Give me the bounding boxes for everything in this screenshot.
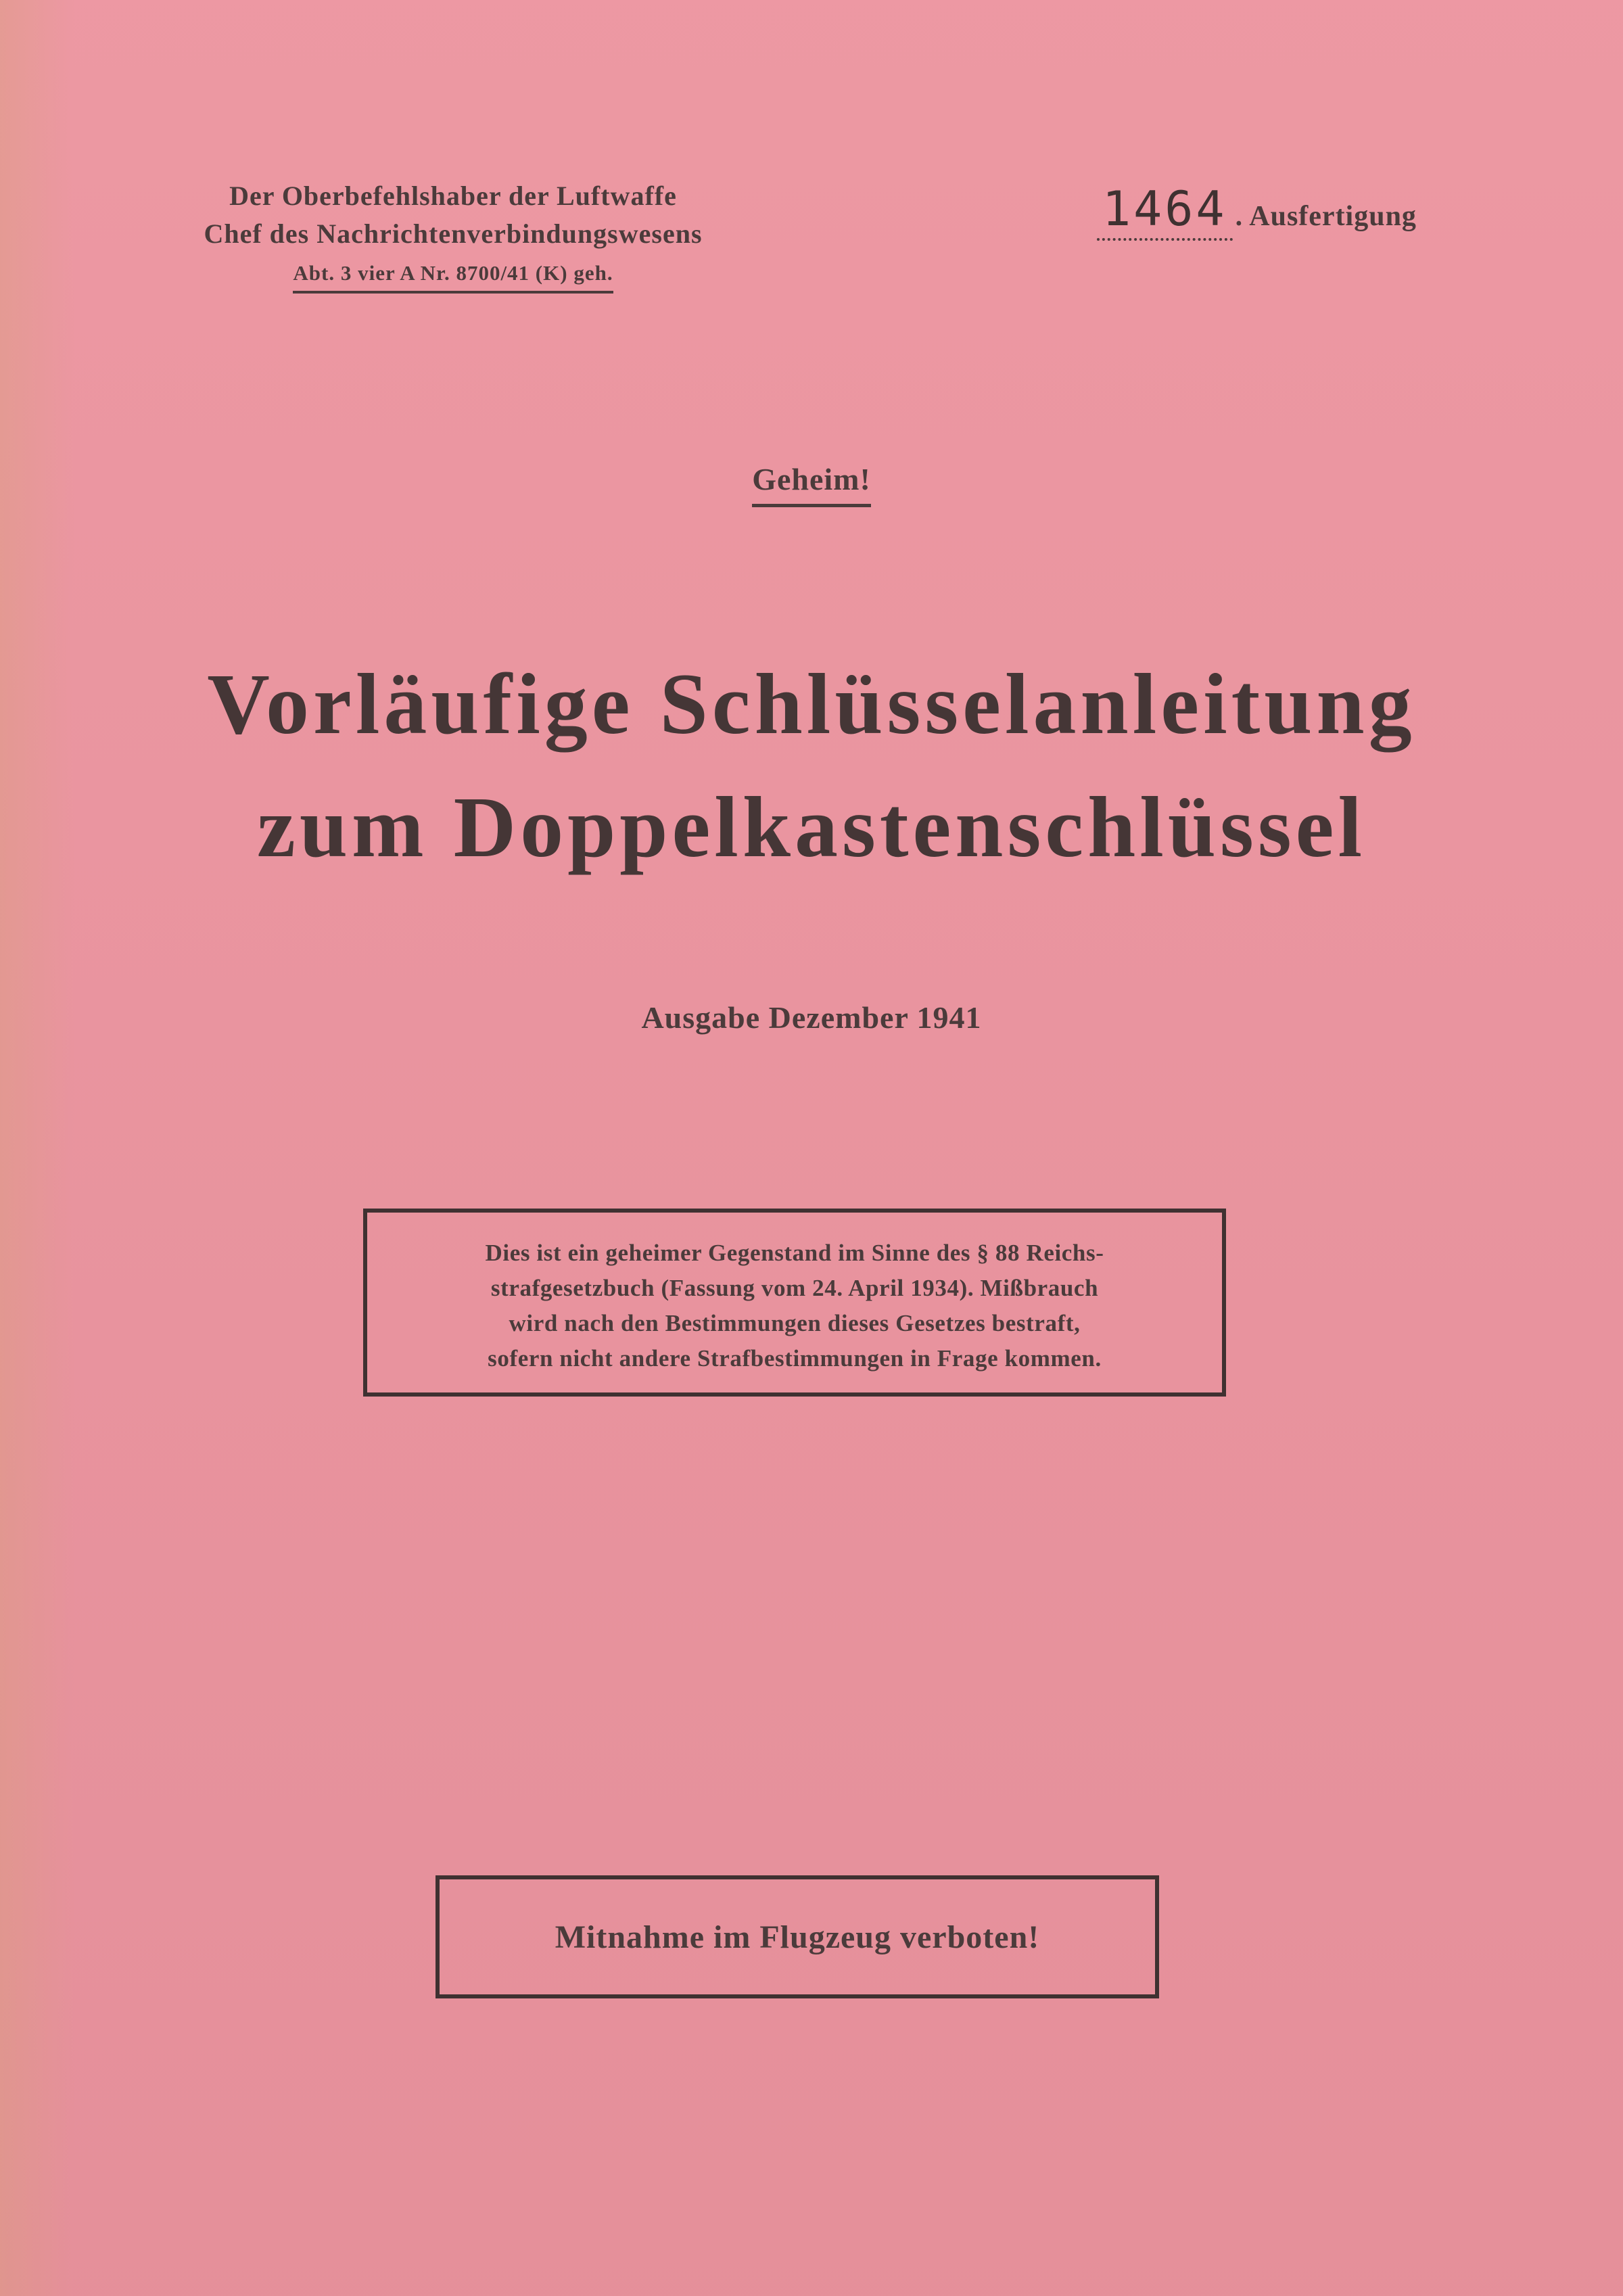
document-title: [0, 642, 1623, 889]
issuer-block: [101, 177, 805, 294]
copy-number-block: [1097, 181, 1417, 241]
notice-line-2: strafgesetzbuch (Fassung vom 24. April 1934). Mißbrauch: [490, 1275, 1099, 1301]
title-line-2: zum Doppelkastenschlüssel: [257, 779, 1366, 875]
aircraft-warning-text: Mitnahme im Flugzeug verboten!: [555, 1919, 1040, 1955]
notice-line-1: Dies ist ein geheimer Gegenstand im Sinne des § 88 Reichs-: [485, 1240, 1104, 1266]
aircraft-warning-box: [436, 1875, 1159, 1998]
issuer-line-2: Chef des Nachrichtenverbindungswesens: [204, 218, 703, 249]
secrecy-notice-box: [363, 1209, 1226, 1397]
copy-number: 1464: [1097, 181, 1233, 241]
edition-line: Ausgabe Dezember 1941: [641, 1000, 982, 1035]
classification-marking: [0, 461, 1623, 507]
classification-label: Geheim!: [752, 461, 871, 507]
reference-number: Abt. 3 vier A Nr. 8700/41 (K) geh.: [293, 260, 613, 294]
issuer-line-1: Der Oberbefehlshaber der Luftwaffe: [229, 181, 677, 211]
notice-line-4: sofern nicht andere Strafbestimmungen in Frage kommen.: [488, 1345, 1102, 1372]
notice-line-3: wird nach den Bestimmungen dieses Gesetzes bestraft,: [509, 1310, 1081, 1336]
title-line-1: Vorläufige Schlüsselanleitung: [207, 656, 1416, 752]
copy-label: . Ausfertigung: [1235, 201, 1417, 232]
